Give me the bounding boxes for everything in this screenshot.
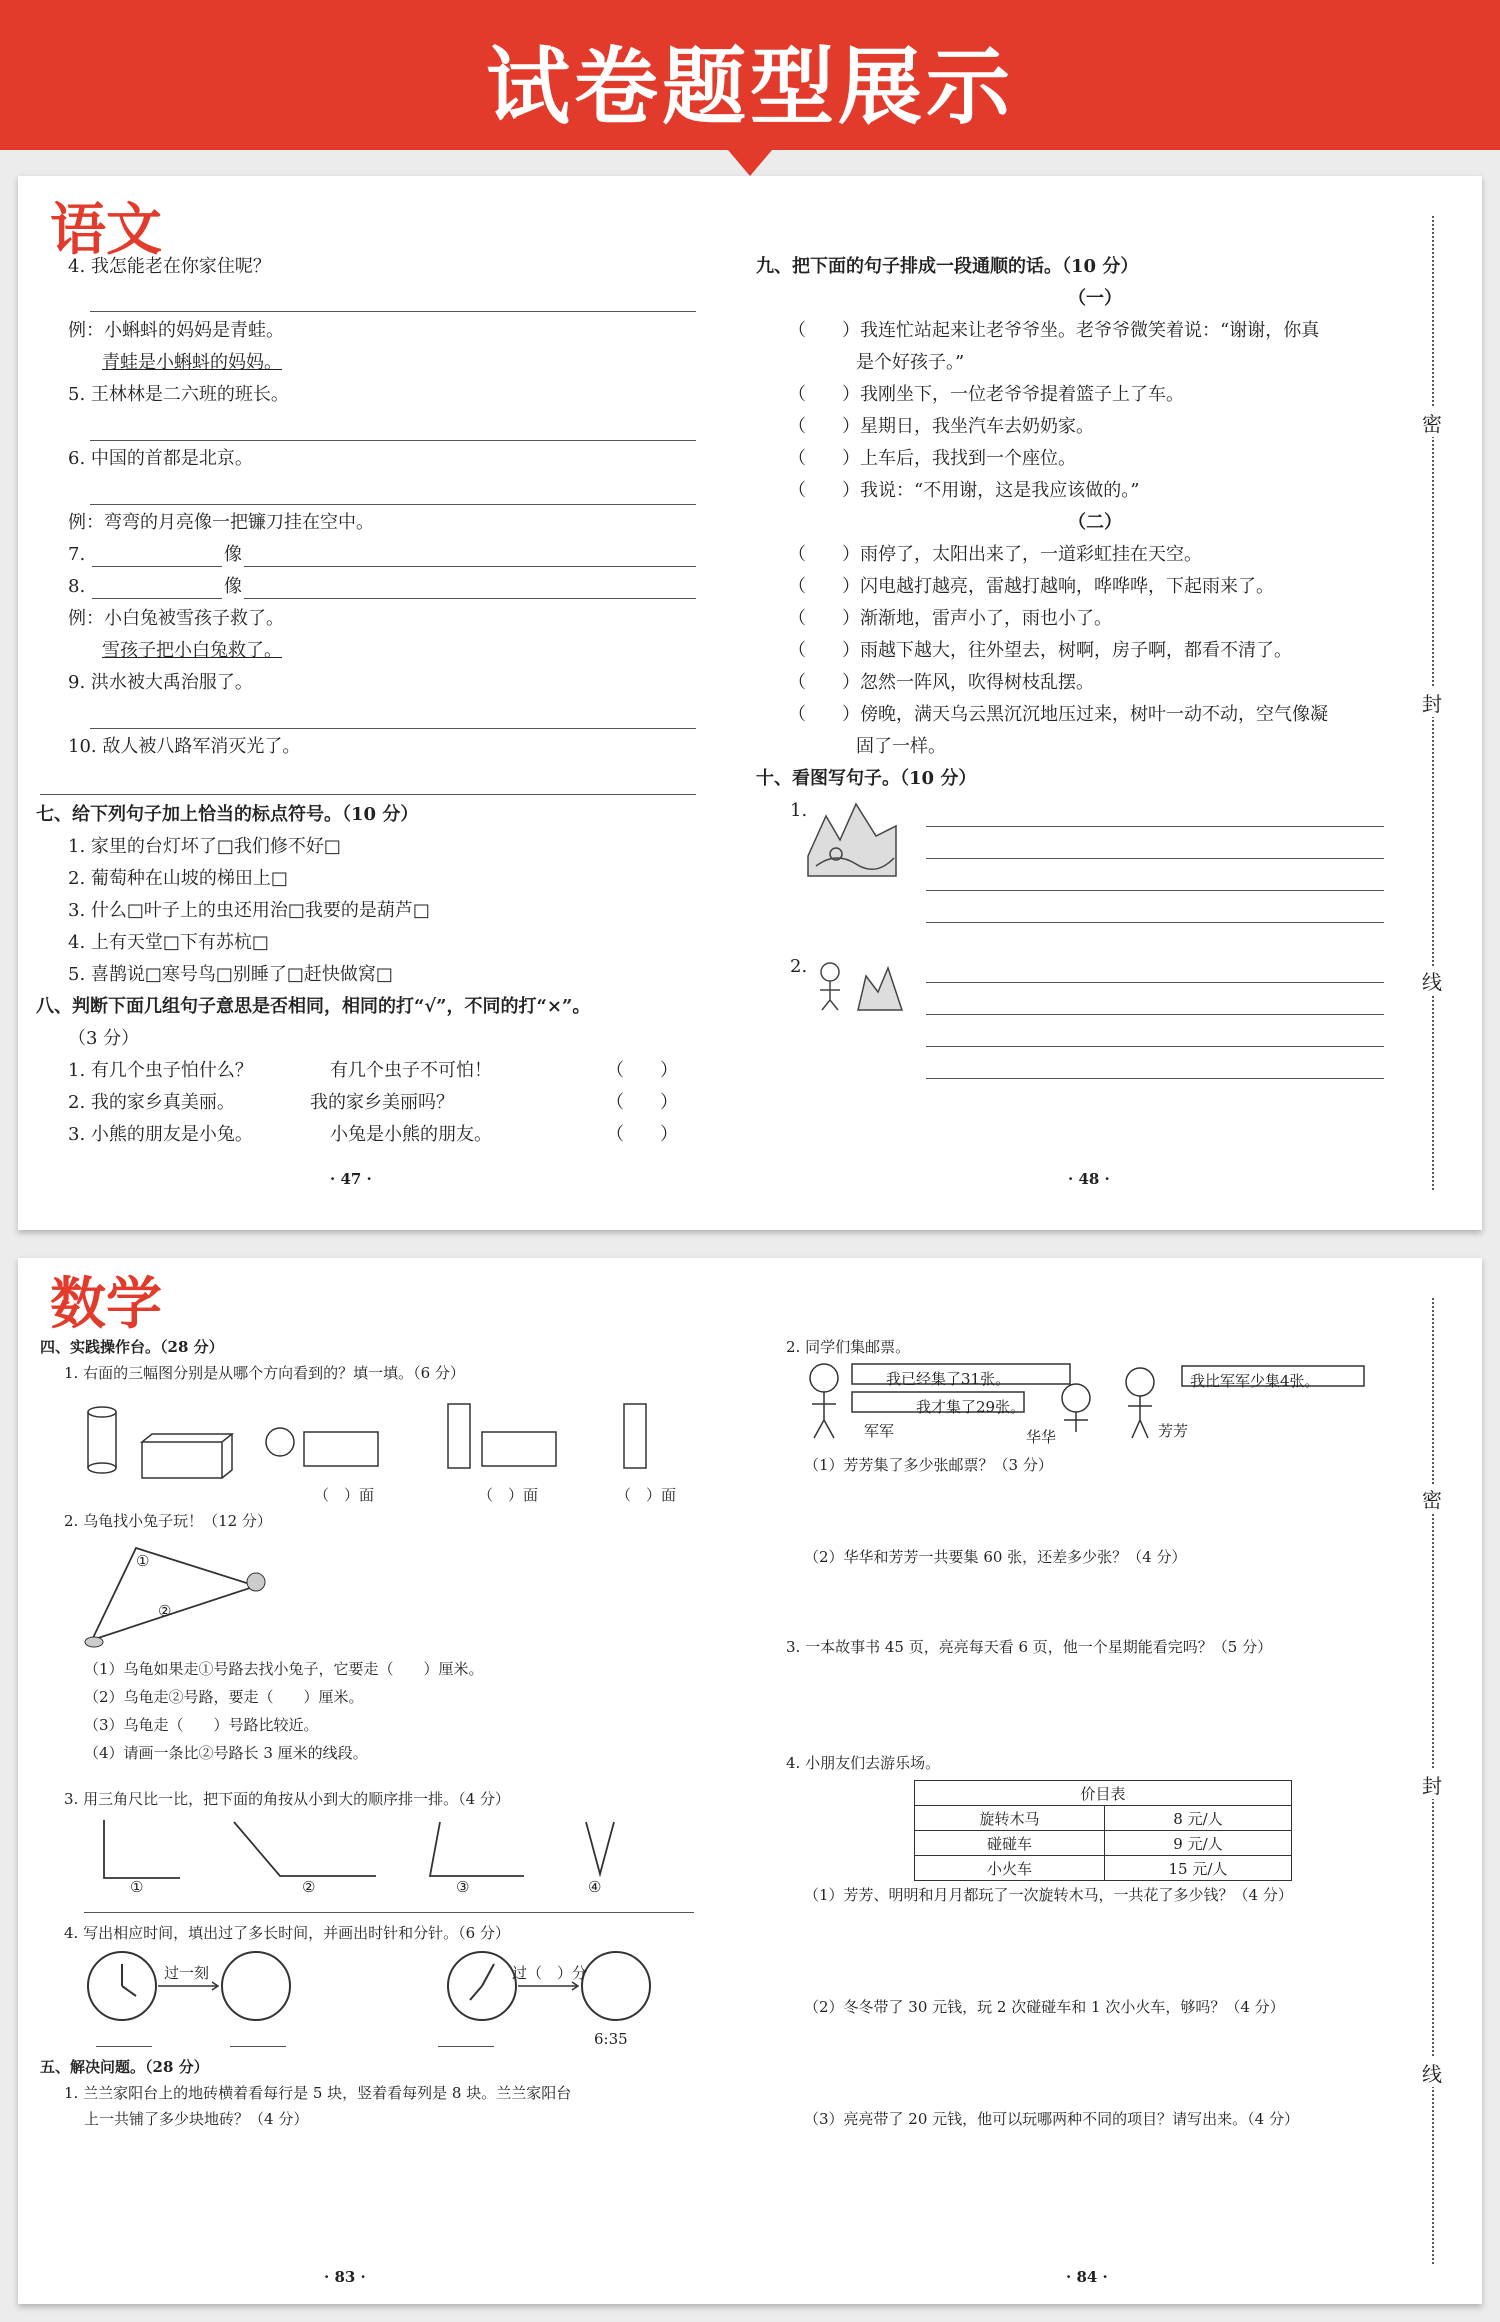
page-number: · 83 · bbox=[324, 2268, 366, 2286]
question-text: 3. 用三角尺比一比，把下面的角按从小到大的顺序排一排。（4 分） bbox=[64, 1790, 510, 1808]
margin-seal-char: 封 bbox=[1422, 1770, 1442, 1799]
question-text: 4. 我怎能老在你家住呢？ bbox=[68, 256, 271, 277]
order-sentence: ）我说：“不用谢，这是我应该做的。” bbox=[842, 480, 1140, 501]
writing-line bbox=[926, 826, 1384, 827]
order-sentence: ）忽然一阵风，吹得树枝乱摆。 bbox=[842, 672, 1094, 693]
section-heading: 十、看图写句子。（10 分） bbox=[756, 768, 977, 789]
question-text: 1. 右面的三幅图分别是从哪个方向看到的？填一填。（6 分） bbox=[64, 1364, 465, 1382]
picture-number: 1. bbox=[790, 800, 808, 821]
writing-line bbox=[926, 1014, 1384, 1015]
punctuation-item: 3. 什么□叶子上的虫还用治□我要的是葫芦□ bbox=[68, 900, 430, 921]
order-sentence-cont: 是个好孩子。” bbox=[856, 352, 965, 373]
sub-question: （1）乌龟如果走①号路去找小兔子，它要走（ ）厘米。 bbox=[84, 1660, 484, 1678]
order-sentence: ）闪电越打越亮，雷越打越响，哗哗哗，下起雨来了。 bbox=[842, 576, 1274, 597]
example-text: 例：小蝌蚪的妈妈是青蛙。 bbox=[68, 320, 284, 341]
order-sentence: ）渐渐地，雷声小了，雨也小了。 bbox=[842, 608, 1112, 629]
question-text: 6. 中国的首都是北京。 bbox=[68, 448, 253, 469]
writing-line bbox=[926, 922, 1384, 923]
answer-line bbox=[90, 728, 696, 729]
judge-bracket: （ ） bbox=[606, 1124, 678, 1145]
answer-line bbox=[40, 794, 696, 795]
order-bracket: （ bbox=[788, 576, 806, 597]
sub-question: （1）芳芳集了多少张邮票？（3 分） bbox=[804, 1456, 1053, 1474]
children-illustration bbox=[808, 956, 904, 1012]
price-value: 15 元/人 bbox=[1104, 1856, 1291, 1881]
picture-number: 2. bbox=[790, 956, 808, 977]
section-points: （3 分） bbox=[68, 1028, 140, 1049]
judge-sentence-b: 有几个虫子不可怕！ bbox=[330, 1060, 492, 1081]
judge-sentence-a: 2. 我的家乡真美丽。 bbox=[68, 1092, 235, 1113]
judge-bracket: （ ） bbox=[606, 1060, 678, 1081]
margin-seal-char: 封 bbox=[1422, 688, 1442, 717]
sub-question: （2）华华和芳芳一共要集 60 张，还差多少张？（4 分） bbox=[804, 1548, 1187, 1566]
section-label-chinese: 语文 bbox=[50, 198, 162, 263]
speech-bubble-text: 我才集了29张。 bbox=[916, 1398, 1026, 1416]
order-bracket: （ bbox=[788, 448, 806, 469]
order-bracket: （ bbox=[788, 672, 806, 693]
example-answer: 雪孩子把小白兔救了。 bbox=[102, 640, 282, 661]
punctuation-item: 5. 喜鹊说□寒号鸟□别睡了□赶快做窝□ bbox=[68, 964, 393, 985]
answer-line bbox=[244, 566, 696, 567]
question-text: 4. 小朋友们去游乐场。 bbox=[786, 1754, 941, 1772]
banner-title: 试卷题型展示 bbox=[485, 38, 1014, 136]
landscape-illustration bbox=[806, 796, 898, 878]
writing-line bbox=[926, 890, 1384, 891]
margin-seal-char: 密 bbox=[1422, 1484, 1442, 1513]
page-number: · 48 · bbox=[1068, 1170, 1110, 1188]
question-text: 3. 一本故事书 45 页，亮亮每天看 6 页，他一个星期能看完吗？（5 分） bbox=[786, 1638, 1273, 1656]
clock-faces bbox=[84, 1948, 664, 2028]
writing-line bbox=[926, 982, 1384, 983]
price-value: 9 元/人 bbox=[1104, 1831, 1291, 1856]
question-text: 4. 写出相应时间，填出过了多长时间，并画出时针和分针。（6 分） bbox=[64, 1924, 510, 1942]
banner-pointer bbox=[728, 150, 772, 176]
price-value: 8 元/人 bbox=[1104, 1806, 1291, 1831]
turtle-rabbit-paths bbox=[84, 1532, 284, 1652]
section-heading: 四、实践操作台。（28 分） bbox=[40, 1338, 224, 1356]
section-heading: 五、解决问题。（28 分） bbox=[40, 2058, 209, 2076]
view-direction-blank: （ ）面 bbox=[478, 1486, 539, 1504]
margin-seal-char: 线 bbox=[1422, 966, 1442, 995]
angle-label: ① bbox=[130, 1878, 144, 1896]
writing-line bbox=[926, 858, 1384, 859]
question-text-cont: 上一共铺了多少块地砖？（4 分） bbox=[84, 2110, 309, 2128]
margin-seal-char: 线 bbox=[1422, 2058, 1442, 2087]
order-sentence: ）雨越下越大，往外望去，树啊，房子啊，都看不清了。 bbox=[842, 640, 1292, 661]
punctuation-item: 2. 葡萄种在山坡的梯田上□ bbox=[68, 868, 288, 889]
given-time: 6:35 bbox=[594, 2030, 628, 2048]
speech-bubble-text: 我比军军少集4张。 bbox=[1190, 1372, 1320, 1390]
child-name: 华华 bbox=[1026, 1428, 1057, 1446]
math-sheet bbox=[18, 1258, 1482, 2304]
order-bracket: （ bbox=[788, 416, 806, 437]
sub-question: （1）芳芳、明明和月月都玩了一次旋转木马，一共花了多少钱？（4 分） bbox=[804, 1886, 1293, 1904]
order-sentence: ）傍晚，满天乌云黑沉沉地压过来，树叶一动不动，空气像凝 bbox=[842, 704, 1328, 725]
answer-line bbox=[84, 1912, 694, 1913]
views-figures bbox=[78, 1402, 698, 1482]
view-direction-blank: （ ）面 bbox=[314, 1486, 375, 1504]
time-elapsed-label: 过一刻 bbox=[164, 1964, 210, 1982]
order-bracket: （ bbox=[788, 480, 806, 501]
page-number: · 84 · bbox=[1066, 2268, 1108, 2286]
order-bracket: （ bbox=[788, 704, 806, 725]
order-bracket: （ bbox=[788, 640, 806, 661]
question-text: 10. 敌人被八路军消灭光了。 bbox=[68, 736, 301, 757]
example-text: 例：弯弯的月亮像一把镰刀挂在空中。 bbox=[68, 512, 374, 533]
child-name: 军军 bbox=[864, 1422, 895, 1440]
fill-word: 像 bbox=[224, 544, 242, 565]
sub-question: （4）请画一条比②号路长 3 厘米的线段。 bbox=[84, 1744, 368, 1762]
question-text: 8. bbox=[68, 576, 86, 597]
angle-label: ③ bbox=[456, 1878, 470, 1896]
price-item: 小火车 bbox=[915, 1856, 1105, 1881]
chinese-sheet bbox=[18, 176, 1482, 1230]
punctuation-item: 4. 上有天堂□下有苏杭□ bbox=[68, 932, 269, 953]
order-bracket: （ bbox=[788, 608, 806, 629]
question-text: 7. bbox=[68, 544, 86, 565]
sub-question: （3）亮亮带了 20 元钱，他可以玩哪两种不同的项目？请写出来。（4 分） bbox=[804, 2110, 1299, 2128]
order-sentence: ）星期日，我坐汽车去奶奶家。 bbox=[842, 416, 1094, 437]
order-sentence: ）上车后，我找到一个座位。 bbox=[842, 448, 1076, 469]
example-answer: 青蛙是小蝌蚪的妈妈。 bbox=[102, 352, 282, 373]
answer-line bbox=[438, 2046, 494, 2047]
judge-bracket: （ ） bbox=[606, 1092, 678, 1113]
price-item: 碰碰车 bbox=[915, 1831, 1105, 1856]
order-sentence: ）我连忙站起来让老爷爷坐。老爷爷微笑着说：“谢谢，你真 bbox=[842, 320, 1320, 341]
view-direction-blank: （ ）面 bbox=[616, 1486, 677, 1504]
group-title: （二） bbox=[1068, 512, 1122, 533]
question-text: 2. 乌龟找小兔子玩！（12 分） bbox=[64, 1512, 272, 1530]
margin-seal-char: 密 bbox=[1422, 408, 1442, 437]
path-label: ① bbox=[136, 1552, 150, 1570]
answer-line bbox=[92, 598, 222, 599]
writing-line bbox=[926, 1046, 1384, 1047]
time-elapsed-label: 过（ ）分 bbox=[512, 1964, 588, 1982]
sub-question: （3）乌龟走（ ）号路比较近。 bbox=[84, 1716, 319, 1734]
fill-word: 像 bbox=[224, 576, 242, 597]
order-bracket: （ bbox=[788, 384, 806, 405]
question-text: 5. 王林林是二六班的班长。 bbox=[68, 384, 289, 405]
order-sentence-cont: 固了一样。 bbox=[856, 736, 946, 757]
header-banner bbox=[0, 0, 1500, 150]
angle-label: ④ bbox=[588, 1878, 602, 1896]
writing-line bbox=[926, 1078, 1384, 1079]
question-text: 2. 同学们集邮票。 bbox=[786, 1338, 911, 1356]
price-item: 旋转木马 bbox=[915, 1806, 1105, 1831]
answer-line bbox=[244, 598, 696, 599]
section-heading: 八、判断下面几组句子意思是否相同，相同的打“√”，不同的打“×”。 bbox=[36, 996, 591, 1017]
answer-line bbox=[230, 2046, 286, 2047]
child-name: 芳芳 bbox=[1158, 1422, 1189, 1440]
order-sentence: ）我刚坐下，一位老爷爷提着篮子上了车。 bbox=[842, 384, 1184, 405]
section-heading: 七、给下列句子加上恰当的标点符号。（10 分） bbox=[36, 804, 419, 825]
sub-question: （2）乌龟走②号路，要走（ ）厘米。 bbox=[84, 1688, 364, 1706]
question-text: 9. 洪水被大禹治服了。 bbox=[68, 672, 253, 693]
judge-sentence-a: 3. 小熊的朋友是小兔。 bbox=[68, 1124, 253, 1145]
judge-sentence-a: 1. 有几个虫子怕什么？ bbox=[68, 1060, 253, 1081]
answer-line bbox=[92, 566, 222, 567]
answer-line bbox=[90, 440, 696, 441]
order-bracket: （ bbox=[788, 544, 806, 565]
order-sentence: ）雨停了，太阳出来了，一道彩虹挂在天空。 bbox=[842, 544, 1202, 565]
section-label-math: 数学 bbox=[50, 1272, 162, 1337]
answer-line bbox=[90, 311, 696, 312]
price-table-title: 价目表 bbox=[915, 1781, 1292, 1806]
punctuation-item: 1. 家里的台灯坏了□我们修不好□ bbox=[68, 836, 341, 857]
question-text: 1. 兰兰家阳台上的地砖横着看每行是 5 块，竖着看每列是 8 块。兰兰家阳台 bbox=[64, 2084, 572, 2102]
speech-bubble-text: 我已经集了31张。 bbox=[886, 1370, 1011, 1388]
price-table bbox=[914, 1780, 1292, 1881]
answer-line bbox=[90, 504, 696, 505]
judge-sentence-b: 我的家乡美丽吗？ bbox=[310, 1092, 454, 1113]
angles-figures bbox=[84, 1816, 644, 1896]
answer-line bbox=[96, 2046, 152, 2047]
page-number: · 47 · bbox=[330, 1170, 372, 1188]
example-text: 例：小白兔被雪孩子救了。 bbox=[68, 608, 284, 629]
angle-label: ② bbox=[302, 1878, 316, 1896]
sub-question: （2）冬冬带了 30 元钱，玩 2 次碰碰车和 1 次小火车，够吗？（4 分） bbox=[804, 1998, 1285, 2016]
judge-sentence-b: 小兔是小熊的朋友。 bbox=[330, 1124, 492, 1145]
order-bracket: （ bbox=[788, 320, 806, 341]
path-label: ② bbox=[158, 1602, 172, 1620]
group-title: （一） bbox=[1068, 288, 1122, 309]
section-heading: 九、把下面的句子排成一段通顺的话。（10 分） bbox=[756, 256, 1139, 277]
